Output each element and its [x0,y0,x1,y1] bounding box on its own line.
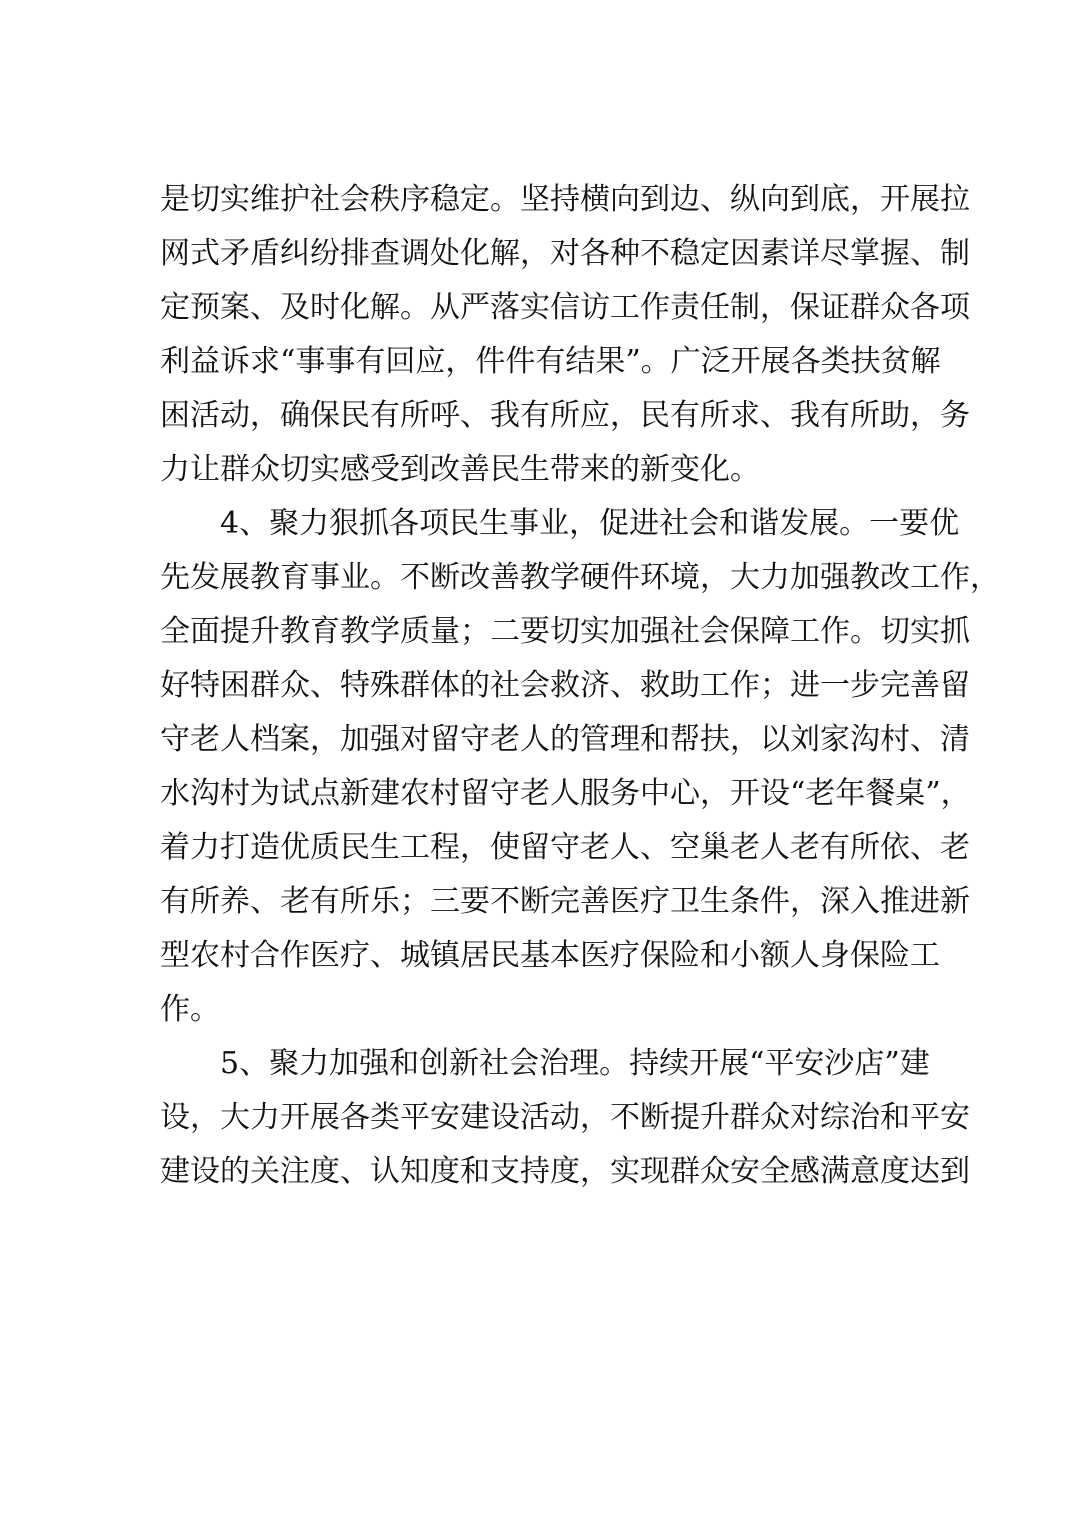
text-line: 守老人档案，加强对留守老人的管理和帮扶，以刘家沟村、清 [160,722,970,757]
body-text [160,182,1000,1211]
text-line: 先发展教育事业。不断改善教学硬件环境，大力加强教改工作， [160,560,1000,595]
text-line: 着力打造优质民生工程，使留守老人、空巢老人老有所依、老 [160,830,970,865]
paragraph-2 [160,506,1000,1049]
text-line: 建设的关注度、认知度和支持度，实现群众安全感满意度达到 [160,1154,970,1189]
text-line: 有所养、老有所乐；三要不断完善医疗卫生条件，深入推进新 [160,884,970,919]
text-line: 作。 [160,992,220,1027]
paragraph-1 [160,182,970,509]
text-line: 网式矛盾纠纷排查调处化解，对各种不稳定因素详尽掌握、制 [160,236,970,271]
text-line: 全面提升教育教学质量；二要切实加强社会保障工作。切实抓 [160,614,970,649]
paragraph-3 [160,1046,970,1211]
text-line: 型农村合作医疗、城镇居民基本医疗保险和小额人身保险工 [160,938,940,973]
text-line: 4、聚力狠抓各项民生事业，促进社会和谐发展。一要优 [220,506,960,541]
text-line: 是切实维护社会秩序稳定。坚持横向到边、纵向到底，开展拉 [160,182,970,217]
text-line: 好特困群众、特殊群体的社会救济、救助工作；进一步完善留 [160,668,970,703]
text-line: 设，大力开展各类平安建设活动，不断提升群众对综治和平安 [160,1100,970,1135]
text-line: 5、聚力加强和创新社会治理。持续开展“平安沙店”建 [220,1046,930,1081]
text-line: 困活动，确保民有所呼、我有所应，民有所求、我有所助，务 [160,398,970,433]
text-line: 利益诉求“事事有回应，件件有结果”。广泛开展各类扶贫解 [160,344,941,379]
text-line: 力让群众切实感受到改善民生带来的新变化。 [160,452,760,487]
text-line: 水沟村为试点新建农村留守老人服务中心，开设“老年餐桌”， [160,776,971,811]
text-line: 定预案、及时化解。从严落实信访工作责任制，保证群众各项 [160,290,970,325]
